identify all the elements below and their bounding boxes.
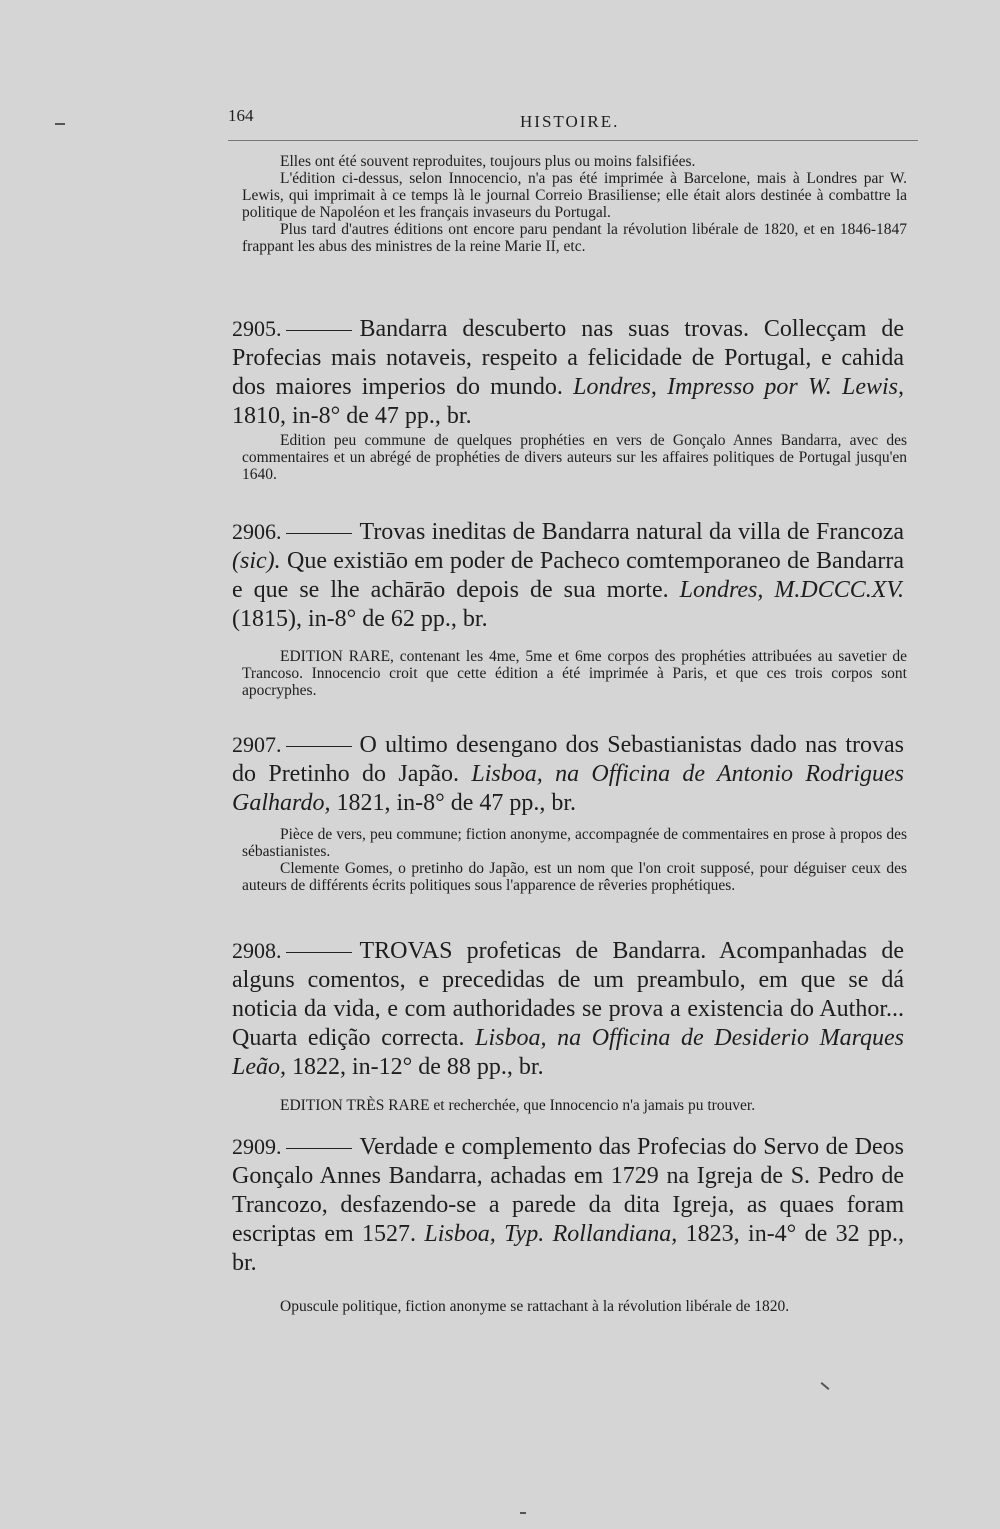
entry-details: 1821, in-8° de 47 pp., br.: [336, 790, 577, 816]
intro-paragraph: L'édition ci-dessus, selon Innocencio, n'a pas été imprimée à Barcelone, mais à Londres par W. Lewis, qui imprimait à ce temps là le journal Correio Brasiliense; elle était alors destinée à combattre la politique de Napoléon et les français invaseurs du Portugal.: [242, 170, 907, 221]
entry-number: 2908.: [232, 938, 282, 963]
entry-dash: [286, 330, 352, 331]
intro-notes: [242, 153, 907, 255]
note-paragraph: EDITION RARE, contenant les 4me, 5me et 6me corpos des prophéties attribuées au savetier de Trancoso. Innocencio croit que cette édition a été imprimée à Paris, et que ces trois corpos sont apocryphes.: [242, 648, 907, 699]
entry-dash: [286, 746, 352, 747]
entry-number: 2906.: [232, 519, 282, 544]
note-paragraph: Opuscule politique, fiction anonyme se rattachant à la révolution libérale de 1820.: [280, 1298, 790, 1315]
entry-2908: [232, 936, 904, 1082]
entry-number: 2909.: [232, 1134, 282, 1159]
entry-dash: [286, 533, 352, 534]
entry-imprint: Lisboa, na Officina de Desiderio Marques Leão,: [232, 1025, 905, 1080]
entry-number: 2905.: [232, 316, 282, 341]
entry-title: O ultimo desengano dos Sebastianistas dado nas trovas do Pretinho do Japão.: [232, 732, 904, 787]
entry-sic: (sic).: [232, 548, 281, 574]
entry-number: 2907.: [232, 732, 282, 757]
page-header: [228, 104, 918, 144]
note-paragraph: Clemente Gomes, o pretinho do Japão, est un nom que l'on croit supposé, pour déguiser ceux des auteurs de différents écrits politiques sous l'apparence de rêveries prophétiques.: [242, 860, 907, 894]
note-paragraph: Edition peu commune de quelques prophéties en vers de Gonçalo Annes Bandarra, avec des commentaires et un abrégé de prophéties de divers auteurs sur les affaires politiques de Portugal jusqu'en 1640.: [242, 432, 907, 483]
note-2906: [242, 648, 907, 699]
header-rule: [228, 140, 918, 141]
entry-imprint: Lisboa, na Officina de Antonio Rodrigues Galhardo,: [232, 761, 904, 816]
note-paragraph: EDITION TRÈS RARE et recherchée, que Innocencio n'a jamais pu trouver.: [280, 1097, 756, 1114]
entry-title: TROVAS profeticas de Bandarra. Acompanhadas de alguns comentos, e precedidas de um preambulo, em que se dá noticia da vida, e com authoridades se prova a existencia do Author... Quarta edição correcta.: [232, 938, 904, 1051]
intro-paragraph: Plus tard d'autres éditions ont encore paru pendant la révolution libérale de 1820, et en 1846-1847 frappant les abus des ministres de la reine Marie II, etc.: [242, 221, 907, 255]
entry-2906: [232, 517, 904, 634]
entry-dash: [286, 952, 352, 953]
entry-title-rest: Que existiāo em poder de Pacheco comtemporaneo de Bandarra e que se lhe achārāo depois de sua morte.: [232, 548, 904, 603]
entry-details: (1815), in-8° de 62 pp., br.: [232, 606, 488, 632]
entry-2909: [232, 1132, 904, 1278]
page-number: 164: [228, 106, 254, 125]
entry-title: Trovas ineditas de Bandarra natural da villa de Francoza: [359, 519, 904, 545]
note-paragraph: Pièce de vers, peu commune; fiction anonyme, accompagnée de commentaires en prose à propos des sébastianistes.: [242, 826, 907, 860]
note-2909: [242, 1298, 907, 1315]
note-2908: [242, 1097, 907, 1114]
entry-details: 1823, in-4° de 32 pp., br.: [232, 1221, 904, 1276]
entry-imprint: Lisboa, Typ. Rollandiana,: [424, 1221, 678, 1247]
entry-title: Bandarra descuberto nas suas trovas. Collecçam de Profecias mais notaveis, respeito a felicidade de Portugal, e cahida dos maiores imperios do mundo.: [232, 316, 904, 400]
entry-details: 1810, in-8° de 47 pp., br.: [232, 403, 472, 429]
margin-mark: [55, 123, 65, 125]
intro-paragraph: Elles ont été souvent reproduites, toujours plus ou moins falsifiées.: [280, 153, 696, 170]
entry-dash: [286, 1148, 352, 1149]
entry-2907: [232, 730, 904, 818]
entry-imprint: Londres, Impresso por W. Lewis,: [573, 374, 905, 400]
entry-title: Verdade e complemento das Profecias do Servo de Deos Gonçalo Annes Bandarra, achadas em 1729 na Igreja de S. Pedro de Trancozo, desfazendo-se a parede da dita Igreja, as quaes foram escriptas em 1527.: [232, 1134, 904, 1247]
entry-details: 1822, in-12° de 88 pp., br.: [292, 1054, 544, 1080]
entry-imprint: Londres, M.DCCC.XV.: [679, 577, 904, 603]
note-2907: [242, 826, 907, 894]
running-title: HISTOIRE.: [520, 112, 620, 131]
margin-mark: [520, 1512, 526, 1514]
entry-2905: [232, 314, 904, 431]
margin-mark: [821, 1382, 830, 1390]
note-2905: [242, 432, 907, 483]
